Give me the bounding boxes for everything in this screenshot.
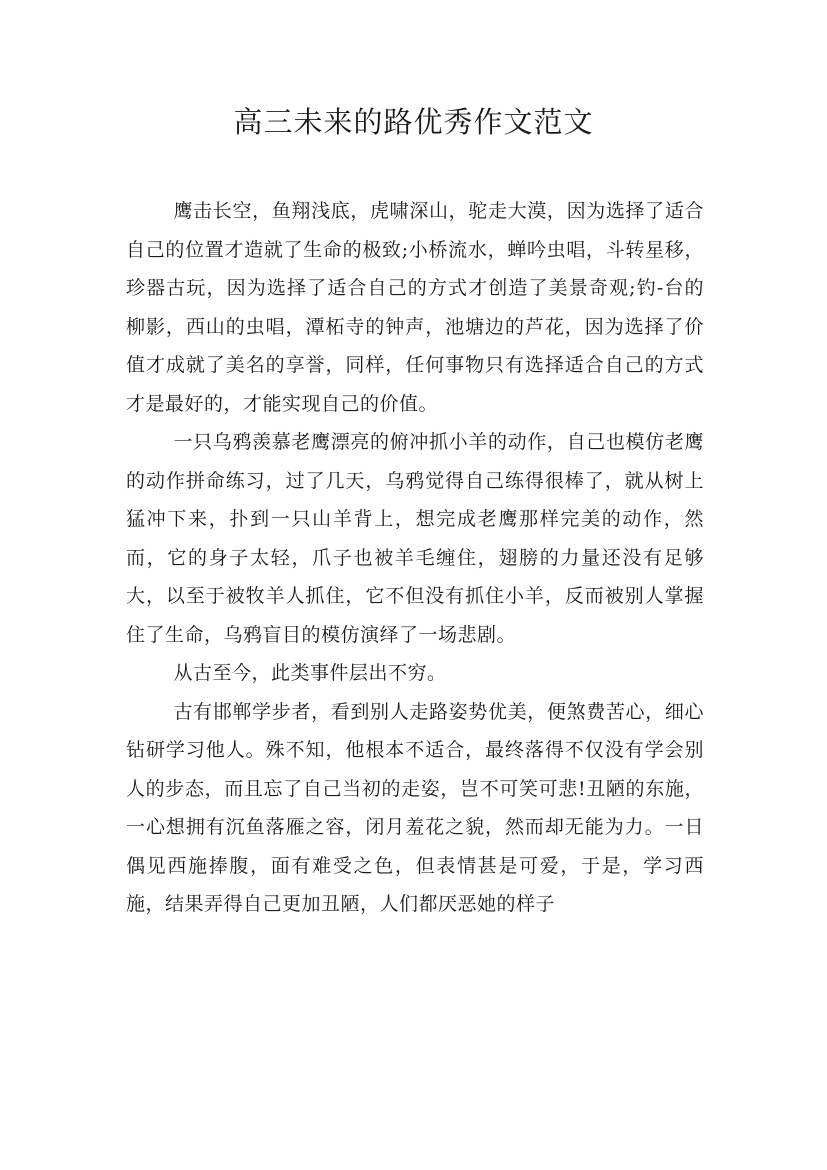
paragraph: 一只乌鸦羡慕老鹰漂亮的俯冲抓小羊的动作，自己也模仿老鹰的动作拼命练习，过了几天，乌鸦觉得自己练得很棒了，就从树上猛冲下来，扑到一只山羊背上，想完成老鹰那样完美的动作，然而，它的身子太轻，爪子也被羊毛缠住，翅膀的力量还没有足够大，以至于被牧羊人抓住，它不但没有抓住小羊，反而被别人掌握住了生命，乌鸦盲目的模仿演绎了一场悲剧。 bbox=[126, 431, 704, 646]
paragraph: 从古至今，此类事件层出不穷。 bbox=[173, 662, 447, 684]
document-body bbox=[126, 192, 704, 924]
paragraph: 鹰击长空，鱼翔浅底，虎啸深山，驼走大漠，因为选择了适合自己的位置才造就了生命的极致;小桥流水，蝉吟虫唱，斗转星移，珍器古玩，因为选择了适合自己的方式才创造了美景奇观;钓-台的柳影，西山的虫唱，潭柘寺的钟声，池塘边的芦花，因为选择了价值才成就了美名的享誉，同样，任何事物只有选择适合自己的方式才是最好的，才能实现自己的价值。 bbox=[126, 200, 704, 415]
document-title: 高三未来的路优秀作文范文 bbox=[233, 105, 594, 139]
paragraph: 古有邯郸学步者，看到别人走路姿势优美，便煞费苦心，细心钻研学习他人。殊不知，他根本不适合，最终落得不仅没有学会别人的步态，而且忘了自己当初的走姿，岂不可笑可悲!丑陋的东施，一心想拥有沉鱼落雁之容，闭月羞花之貌，然而却无能为力。一日偶见西施捧腹，面有难受之色，但表情甚是可爱，于是，学习西施，结果弄得自己更加丑陋，人们都厌恶她的样子 bbox=[126, 700, 704, 915]
